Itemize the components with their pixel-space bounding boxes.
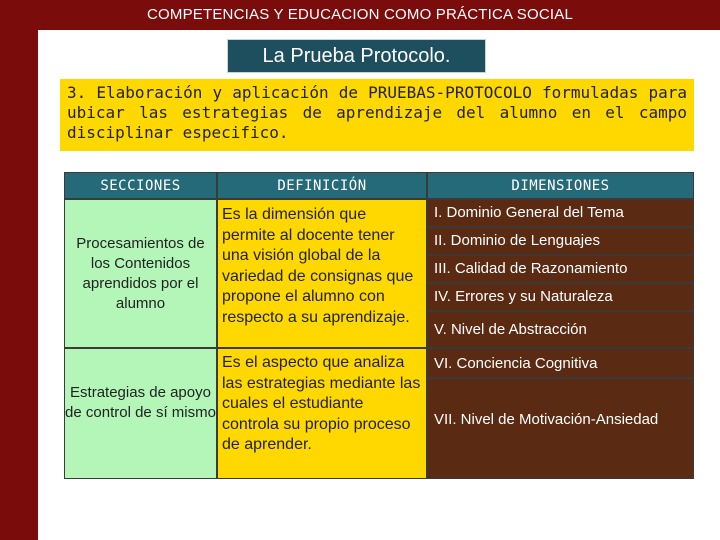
- header-dimensiones: DIMENSIONES: [427, 172, 694, 199]
- header-secciones: SECCIONES: [64, 172, 217, 199]
- definition-estrategias: Es el aspecto que analiza las estrategias mediante las cuales el estudiante controla su propio proceso de aprender.: [217, 348, 427, 479]
- dimension-item: VII. Nivel de Motivación-Ansiedad: [427, 378, 694, 479]
- dimension-item: IV. Errores y su Naturaleza: [427, 283, 694, 311]
- slide-subtitle: La Prueba Protocolo.: [227, 39, 486, 73]
- section-procesamientos: Procesamientos de los Contenidos aprendidos por el alumno: [64, 199, 217, 348]
- dimension-item: VI. Conciencia Cognitiva: [427, 348, 694, 378]
- dimension-item: V. Nivel de Abstracción: [427, 311, 694, 348]
- presentation-title: COMPETENCIAS Y EDUCACION COMO PRÁCTICA SOCIAL: [146, 6, 574, 23]
- section-estrategias: Estrategias de apoyo de control de sí mismo: [64, 348, 217, 479]
- dimension-item: I. Dominio General del Tema: [427, 199, 694, 227]
- dimension-item: III. Calidad de Razonamiento: [427, 255, 694, 283]
- dimension-item: II. Dominio de Lenguajes: [427, 227, 694, 255]
- header-definicion: DEFINICIÓN: [217, 172, 427, 199]
- intro-paragraph: 3. Elaboración y aplicación de PRUEBAS-PROTOCOLO formuladas para ubicar las estrategias de aprendizaje del alumno en el campo disciplinar especifico.: [60, 79, 694, 151]
- definition-procesamientos: Es la dimensión que permite al docente tener una visión global de la variedad de consignas que propone el alumno con respecto a su aprendizaje.: [217, 199, 427, 348]
